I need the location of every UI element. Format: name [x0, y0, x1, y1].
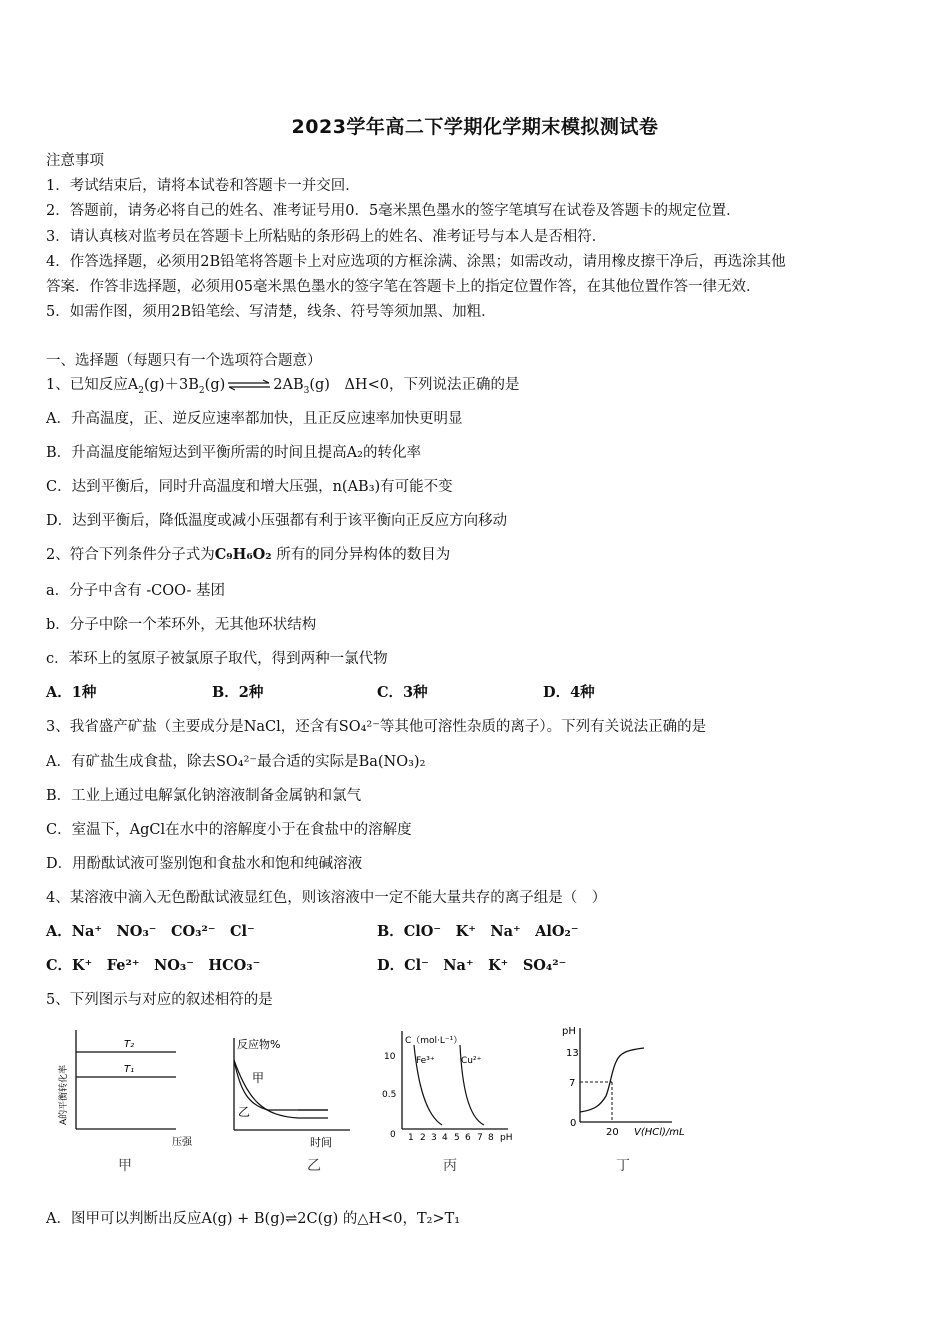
- ding-ytick-0: 0: [570, 1118, 577, 1129]
- figure-ding-caption: 丁: [616, 1158, 630, 1174]
- q3-stem: 3、我省盛产矿盐（主要成分是NaCl，还含有SO₄²⁻等其他可溶性杂质的离子）。下列有关说法正确的是: [46, 719, 707, 735]
- ding-xtick-20: 20: [606, 1127, 619, 1138]
- bing-xtick-4: 4: [442, 1133, 448, 1143]
- q1-option-b: B．升高温度能缩短达到平衡所需的时间且提高A₂的转化率: [46, 445, 421, 461]
- q1-option-c: C．达到平衡后，同时升高温度和增大压强，n(AB₃)有可能不变: [46, 479, 453, 495]
- q2-stem: [46, 545, 450, 565]
- q2-condition-c: c．苯环上的氢原子被氯原子取代，得到两种一氯代物: [46, 651, 388, 667]
- figure-jia: [46, 1025, 192, 1150]
- q1-sub-a2: 2: [138, 385, 144, 396]
- yi-curve-upper-label: 甲: [252, 1071, 265, 1085]
- q1-stem-mid3: (g) ΔH<0，下列说法正确的是: [309, 377, 520, 393]
- q4-option-c: C．K⁺ Fe²⁺ NO₃⁻ HCO₃⁻: [46, 957, 261, 974]
- ding-xlabel: V(HCl)/mL: [634, 1127, 685, 1138]
- q1-stem: [46, 375, 519, 395]
- ding-ytick-7: 7: [569, 1078, 576, 1089]
- bing-ytick-0: 0: [390, 1130, 396, 1140]
- figure-jia-caption: 甲: [118, 1158, 132, 1174]
- notice-item-4: 4．作答选择题，必须用2B铅笔将答题卡上对应选项的方框涂满、涂黑；如需改动，请用橡皮擦干净后，再选涂其他: [46, 254, 786, 270]
- q2-option-a: A．1种: [46, 684, 97, 701]
- bing-xtick-3: 3: [431, 1133, 437, 1143]
- q5-stem: 5、下列图示与对应的叙述相符的是: [46, 992, 273, 1008]
- bing-series-cu: Cu²⁺: [461, 1056, 482, 1066]
- figure-ding: [560, 1022, 710, 1142]
- yi-curve-lower: [234, 1060, 328, 1110]
- q2-stem-prefix: 2、符合下列条件分子式为: [46, 547, 215, 563]
- q1-stem-mid1: (g)＋3B: [143, 377, 199, 393]
- q1-option-d: D．达到平衡后，降低温度或减小压强都有利于该平衡向正反应方向移动: [46, 513, 508, 529]
- q1-stem-mid2: (g): [204, 377, 226, 393]
- bing-xtick-5: 5: [454, 1133, 460, 1143]
- q4-option-b: B．ClO⁻ K⁺ Na⁺ AlO₂⁻: [377, 923, 579, 940]
- q2-option-d: D．4种: [543, 684, 595, 701]
- bing-xtick-6: 6: [465, 1133, 471, 1143]
- q5-option-a: A．图甲可以判断出反应A(g) + B(g)⇌2C(g) 的△H<0，T₂>T₁: [46, 1211, 461, 1227]
- bing-xtick-8: 8: [488, 1133, 494, 1143]
- ding-ytick-13: 13: [566, 1048, 579, 1059]
- q4-stem: 4、某溶液中滴入无色酚酞试液显红色，则该溶液中一定不能大量共存的离子组是（ ）: [46, 890, 607, 906]
- bing-xtick-7: 7: [477, 1133, 483, 1143]
- q2-stem-suffix: 所有的同分异构体的数目为: [276, 547, 451, 563]
- q1-option-a: A．升高温度，正、逆反应速率都加快，且正反应速率加快更明显: [46, 411, 463, 427]
- q3-option-c: C．室温下，AgCl在水中的溶解度小于在食盐中的溶解度: [46, 822, 412, 838]
- q2-option-c: C．3种: [377, 684, 428, 701]
- notice-heading: 注意事项: [46, 153, 104, 169]
- q2-formula: C₉H₆O₂: [214, 546, 272, 563]
- jia-xlabel: 压强: [172, 1137, 192, 1148]
- bing-xtick-2: 2: [420, 1133, 426, 1143]
- notice-item-2: 2．答题前，请务必将自己的姓名、准考证号用0．5毫米黑色墨水的签字笔填写在试卷及答题卡的规定位置．: [46, 203, 741, 219]
- figure-yi-caption: 乙: [307, 1158, 321, 1174]
- bing-xlabel: pH: [500, 1133, 513, 1143]
- q1-stem-product: 2AB: [273, 377, 304, 393]
- q1-sub-ab3: 3: [303, 385, 310, 396]
- jia-label-t1: T₁: [124, 1064, 135, 1075]
- q2-condition-a: a．分子中含有 -COO- 基团: [46, 583, 226, 599]
- section-heading: 一、选择题（每题只有一个选项符合题意）: [46, 353, 322, 369]
- bing-ytick-05: 0.5: [382, 1090, 397, 1100]
- q4-option-d: D．Cl⁻ Na⁺ K⁺ SO₄²⁻: [377, 957, 567, 974]
- bing-ytick-10: 10: [384, 1052, 396, 1062]
- q3-option-b: B．工业上通过电解氯化钠溶液制备金属钠和氯气: [46, 788, 362, 804]
- q2-condition-b: b．分子中除一个苯环外，无其他环状结构: [46, 617, 317, 633]
- notice-item-1: 1．考试结束后，请将本试卷和答题卡一并交回．: [46, 178, 360, 194]
- yi-ylabel: 反应物%: [237, 1038, 281, 1051]
- q3-option-d: D．用酚酞试液可鉴别饱和食盐水和饱和纯碱溶液: [46, 856, 363, 872]
- bing-series-fe: Fe³⁺: [416, 1056, 435, 1066]
- q1-stem-prefix: 1、已知反应A: [46, 377, 139, 393]
- figure-bing: [380, 1025, 525, 1150]
- yi-xlabel: 时间: [310, 1136, 332, 1149]
- q2-option-b: B．2种: [212, 684, 264, 701]
- figure-yi: [228, 1030, 358, 1150]
- notice-item-3: 3．请认真核对监考员在答题卡上所粘贴的条形码上的姓名、准考证号与本人是否相符．: [46, 229, 607, 245]
- equilibrium-arrow-icon: [227, 379, 271, 391]
- yi-curve-lower-label: 乙: [238, 1105, 251, 1119]
- q1-sub-b2: 2: [198, 385, 205, 396]
- jia-label-t2: T₂: [124, 1039, 135, 1050]
- q4-option-a: A．Na⁺ NO₃⁻ CO₃²⁻ Cl⁻: [46, 923, 255, 940]
- notice-item-5: 5．如需作图，须用2B铅笔绘、写清楚，线条、符号等须加黑、加粗．: [46, 304, 496, 320]
- bing-ylabel: C（mol·L⁻¹）: [405, 1036, 463, 1046]
- q3-option-a: A．有矿盐生成食盐，除去SO₄²⁻最合适的实际是Ba(NO₃)₂: [46, 754, 426, 770]
- bing-xtick-1: 1: [408, 1133, 414, 1143]
- figure-bing-caption: 丙: [443, 1158, 457, 1174]
- jia-ylabel: A的平衡转化率: [59, 1064, 69, 1125]
- ding-ylabel: pH: [562, 1026, 576, 1037]
- notice-item-4-cont: 答案．作答非选择题，必须用05毫米黑色墨水的签字笔在答题卡上的指定位置作答，在其他位置作答一律无效．: [46, 279, 761, 295]
- page-title: 2023学年高二下学期化学期末模拟测试卷: [291, 116, 659, 138]
